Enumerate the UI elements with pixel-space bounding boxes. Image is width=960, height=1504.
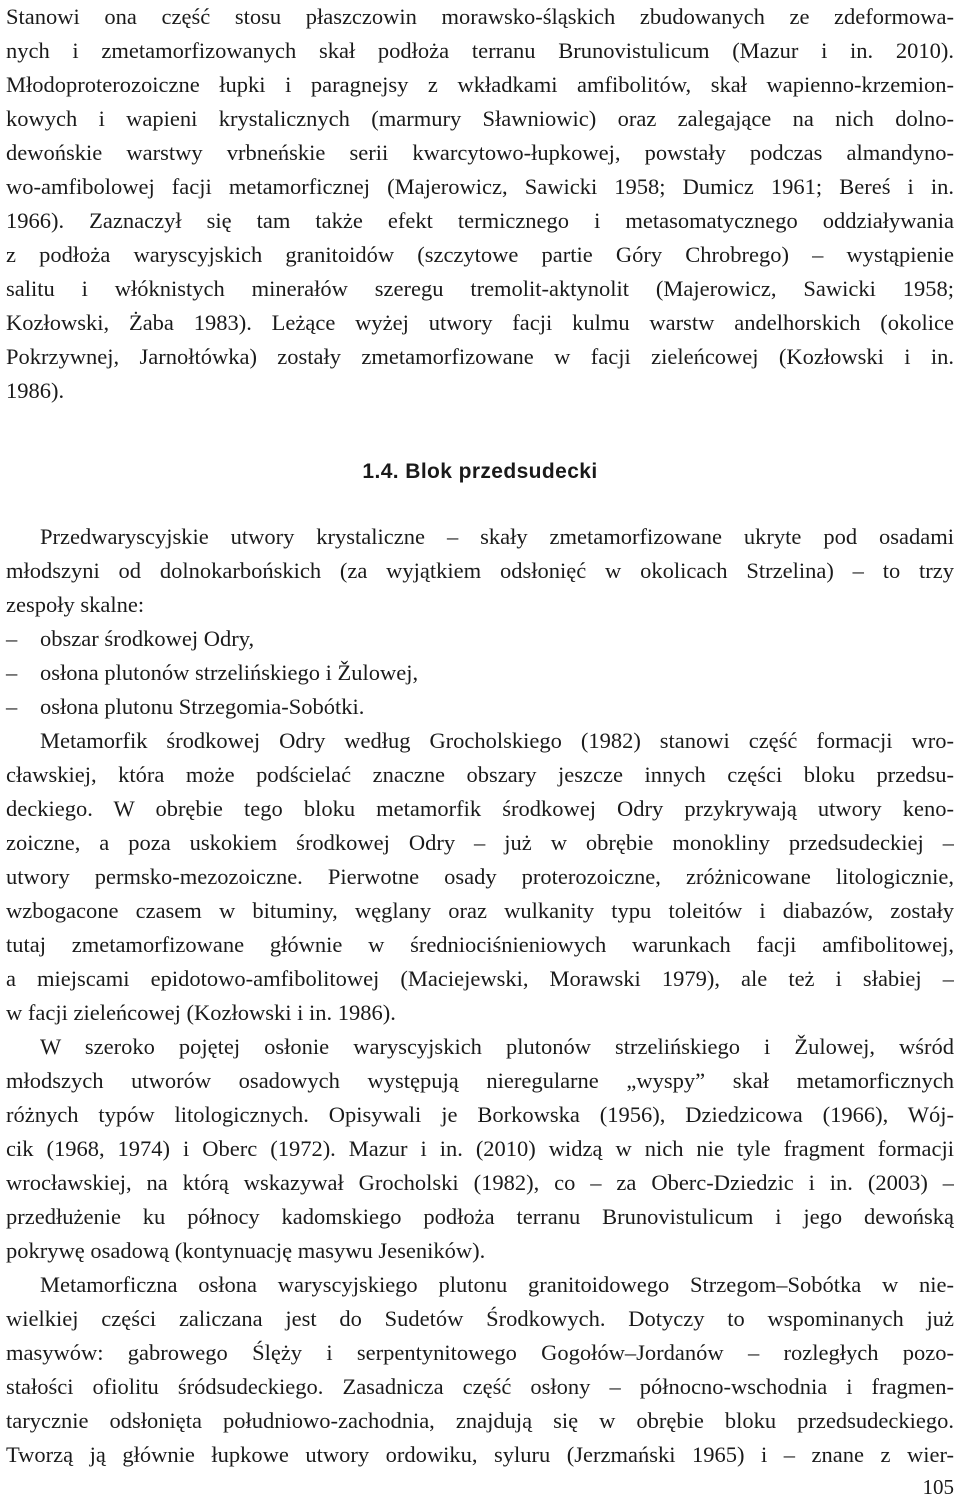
text-line: zespoły skalne: [6,592,145,617]
text-line: Tworzą ją głównie łupkowe utwory ordowiku, syluru (Jerzmański 1965) i – znane z wier- [6,1442,954,1467]
text-line: wzbogacone czasem w bituminy, węglany oraz wulkanity typu toleitów i diabazów, zostały [6,898,954,923]
text-line: cik (1968, 1974) i Oberc (1972). Mazur i in. (2010) widzą w nich nie tyle fragment formacji [6,1136,954,1161]
section-heading: 1.4. Blok przedsudecki [362,460,598,483]
text-line: a miejscami epidotowo-amfibolitowej (Maciejewski, Morawski 1979), ale też i słabiej – [6,966,954,991]
page-number: 105 [922,1475,954,1499]
text-line: przedłużenie ku północy kadomskiego podłoża terranu Brunovistulicum i jego dewońską [6,1204,954,1229]
list-item [6,690,954,724]
text-line: młodszych utworów osadowych występują nieregularne „wyspy” skał metamorficznych [6,1068,954,1093]
text-line: różnych typów litologicznych. Opisywali je Borkowska (1956), Dziedzicowa (1966), Wój- [6,1102,954,1127]
text-line: Stanowi ona część stosu płaszczowin morawsko-śląskich zbudowanych ze zdeformowa- [6,4,954,29]
text-line: Metamorficzna osłona waryscyjskiego plutonu granitoidowego Strzegom–Sobótka w nie- [40,1272,954,1297]
text-line: młodszyni od dolnokarbońskich (za wyjątkiem odsłonięć w okolicach Strzelina) – to trzy [6,558,954,583]
text-line: utwory permsko-mezozoiczne. Pierwotne osady proterozoiczne, zróżnicowane litologicznie, [6,864,954,889]
paragraph-2 [6,520,954,622]
text-line: dewońskie warstwy vrbneńskie serii kwarcytowo-łupkowej, powstały podczas almandyno- [6,140,954,165]
list-item-text: osłona plutonu Strzegomia-Sobótki. [40,694,365,719]
text-line: kowych i wapieni krystalicznych (marmury Sławniowic) oraz zalegające na nich dolno- [6,106,954,131]
text-line: Kozłowski, Żaba 1983). Leżące wyżej utwory facji kulmu warstw andelhorskich (okolice [6,310,954,335]
list-dash: – [6,660,18,685]
text-line: salitu i włóknistych minerałów szeregu tremolit-aktynolit (Majerowicz, Sawicki 1958; [6,276,954,301]
text-line: pokrywę osadową (kontynuację masywu Jeseników). [6,1238,486,1263]
text-line: wo-amfibolowej facji metamorficznej (Majerowicz, Sawicki 1958; Dumicz 1961; Bereś i in. [6,174,954,199]
list-item-text: osłona plutonów strzelińskiego i Žulowej, [40,660,419,685]
text-line: Przedwaryscyjskie utwory krystaliczne – skały zmetamorfizowane ukryte pod osadami [40,524,954,549]
text-line: tutaj zmetamorfizowane głównie w średniociśnieniowych warunkach facji amfibolitowej, [6,932,954,957]
paragraph-4 [6,1030,954,1268]
list-item [6,656,954,690]
text-line: Młodoproterozoiczne łupki i paragnejsy z wkładkami amfibolitów, skał wapienno-krzemion- [6,72,954,97]
text-line: zoiczne, a poza uskokiem środkowej Odry – już w obrębie monokliny przedsudeckiej – [6,830,954,855]
list-item [6,622,954,656]
text-line: z podłoża waryscyjskich granitoidów (szczytowe partie Góry Chrobrego) – wystąpienie [6,242,954,267]
text-line: W szeroko pojętej osłonie waryscyjskich plutonów strzelińskiego i Žulowej, wśród [40,1034,954,1059]
text-line: Pokrzywnej, Jarnołtówka) zostały zmetamorfizowane w facji zieleńcowej (Kozłowski i in. [6,344,954,369]
document-page [6,0,954,1472]
paragraph-3 [6,724,954,1030]
paragraph-5 [6,1268,954,1472]
text-line: 1966). Zaznaczył się tam także efekt termicznego i metasomatycznego oddziaływania [6,208,954,233]
paragraph-1 [6,0,954,408]
list-dash: – [6,694,18,719]
text-line: w facji zieleńcowej (Kozłowski i in. 1986). [6,1000,396,1025]
text-line: wielkiej części zaliczana jest do Sudetów Środkowych. Dotyczy to wspominanych już [6,1306,954,1331]
text-line: deckiego. W obrębie tego bloku metamorfik środkowej Odry przykrywają utwory keno- [6,796,954,821]
rock-complex-list [6,622,954,724]
text-line: cławskiej, która może podścielać znaczne obszary jeszcze innych części bloku przedsu- [6,762,954,787]
list-dash: – [6,626,18,651]
text-line: masywów: gabrowego Ślęży i serpentynitowego Gogołów–Jordanów – rozległych pozo- [6,1340,954,1365]
list-item-text: obszar środkowej Odry, [40,626,255,651]
text-line: nych i zmetamorfizowanych skał podłoża terranu Brunovistulicum (Mazur i in. 2010). [6,38,954,63]
text-line: tarycznie odsłonięta południowo-zachodnia, znajdują się w obrębie bloku przedsudeckiego. [6,1408,954,1433]
text-line: wrocławskiej, na którą wskazywał Grocholski (1982), co – za Oberc-Dziedzic i in. (2003) – [6,1170,954,1195]
text-line: 1986). [6,378,65,403]
text-line: stałości ofiolitu śródsudeckiego. Zasadnicza część osłony – północno-wschodnia i fragmen- [6,1374,954,1399]
text-line: Metamorfik środkowej Odry według Grocholskiego (1982) stanowi część formacji wro- [40,728,954,753]
